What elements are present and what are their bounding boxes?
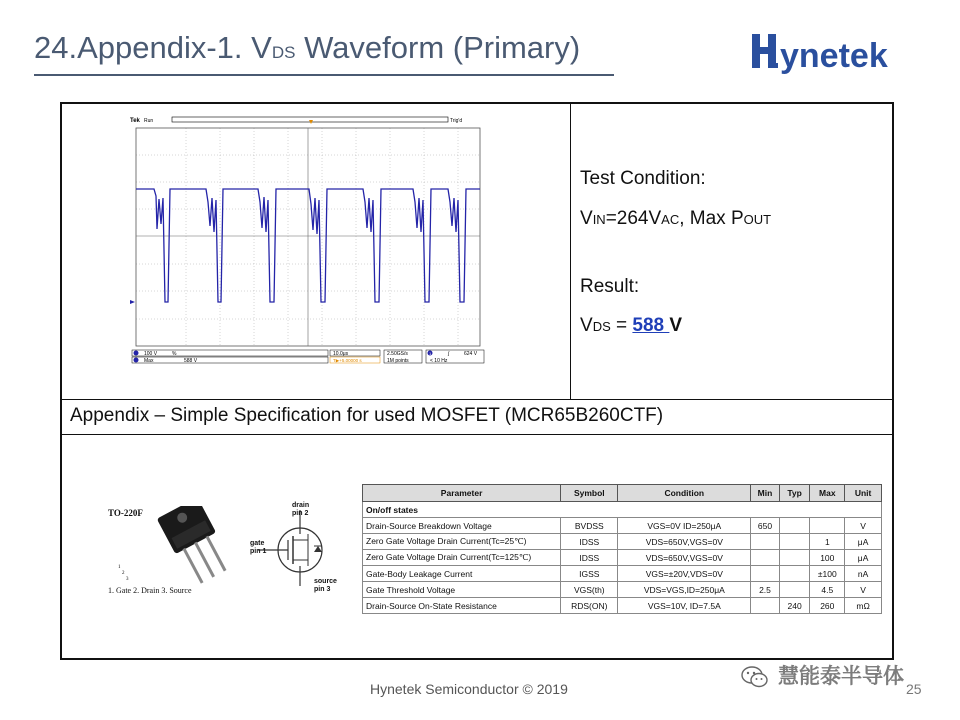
spec-section-row (363, 502, 882, 518)
time-div: 10.0μs (333, 351, 349, 357)
page-number: 25 (906, 681, 922, 697)
scope-trig-status: Trig'd (450, 118, 463, 124)
row-divider-bottom (62, 434, 892, 435)
wechat-icon (740, 664, 770, 690)
svg-text:2: 2 (122, 571, 125, 576)
test-condition-label: Test Condition: (580, 168, 706, 189)
watermark-text: 慧能泰半导体 (778, 665, 904, 688)
schematic-gate-label: gate pin 1 (250, 540, 267, 555)
col-header-symbol: Symbol (561, 485, 618, 502)
mosfet-spec-table (362, 484, 882, 614)
footer-company: Hynetek Semiconductor © 2019 (370, 681, 568, 697)
scope-run-status: Run (144, 118, 154, 124)
trigger-position: T▶+5.00000 s (333, 358, 362, 363)
result-value: VDS = 588 V (580, 315, 683, 336)
table-row: Zero Gate Voltage Drain Current(Tc=125℃) IDSS VDS=650V,VGS=0V 100 μA (363, 550, 882, 566)
svg-text:1: 1 (118, 565, 121, 570)
ch1-coupling: % (172, 351, 177, 357)
col-header-typ: Typ (779, 485, 810, 502)
schematic-drain-label: drain pin 2 (292, 502, 310, 517)
trig-level: 624 V (464, 351, 478, 357)
measure-label: Max (144, 358, 154, 364)
test-condition-value: VIN=264VAC, Max POUT (580, 208, 772, 229)
ch1-scale: 100 V (144, 351, 158, 357)
table-row: Drain-Source Breakdown Voltage BVDSS VGS=0V ID=250μA 650 V (363, 518, 882, 534)
col-header-unit: Unit (845, 485, 882, 502)
spec-header-row (363, 485, 882, 502)
title-underline (34, 74, 614, 76)
col-header-condition: Condition (618, 485, 751, 502)
col-header-max: Max (810, 485, 845, 502)
package-name: TO-220F (108, 508, 143, 518)
result-label: Result: (580, 276, 640, 297)
row-divider-top (62, 399, 892, 400)
table-row: Gate-Body Leakage Current IGSS VGS=±20V,VDS=0V ±100 nA (363, 566, 882, 582)
svg-text:3: 3 (126, 577, 129, 582)
record-length: 1M points (387, 358, 409, 364)
col-header-min: Min (751, 485, 780, 502)
appendix-heading: Appendix – Simple Specification for used MOSFET (MCR65B260CTF) (70, 405, 664, 426)
section-label: On/off states (363, 502, 882, 518)
table-row: Drain-Source On-State Resistance RDS(ON) VGS=10V, ID=7.5A 240 260 mΩ (363, 598, 882, 614)
svg-text:ynetek: ynetek (780, 37, 888, 74)
to220f-package-image (108, 506, 248, 596)
column-divider (570, 104, 571, 400)
sample-rate: 2.50GS/s (387, 351, 408, 357)
scope-brand: Tek (130, 118, 140, 124)
schematic-source-label: source pin 3 (314, 578, 337, 593)
package-pin-caption: 1. Gate 2. Drain 3. Source (108, 586, 192, 595)
measure-value: 588 V (184, 358, 198, 364)
hynetek-logo (752, 30, 924, 74)
trig-source: 1 (429, 351, 432, 356)
oscilloscope-capture (128, 114, 488, 368)
table-row: Gate Threshold Voltage VGS(th) VDS=VGS,ID=250μA 2.5 4.5 V (363, 582, 882, 598)
slide-title: 24.Appendix-1. VDS Waveform (Primary) (34, 30, 581, 65)
col-header-parameter: Parameter (363, 485, 561, 502)
trig-slope: ∫ (448, 351, 450, 357)
table-row: Zero Gate Voltage Drain Current(Tc=25℃) IDSS VDS=650V,VGS=0V 1 μA (363, 534, 882, 550)
vds-max-value: 588 (632, 315, 670, 336)
trig-frequency: < 10 Hz (430, 358, 448, 364)
